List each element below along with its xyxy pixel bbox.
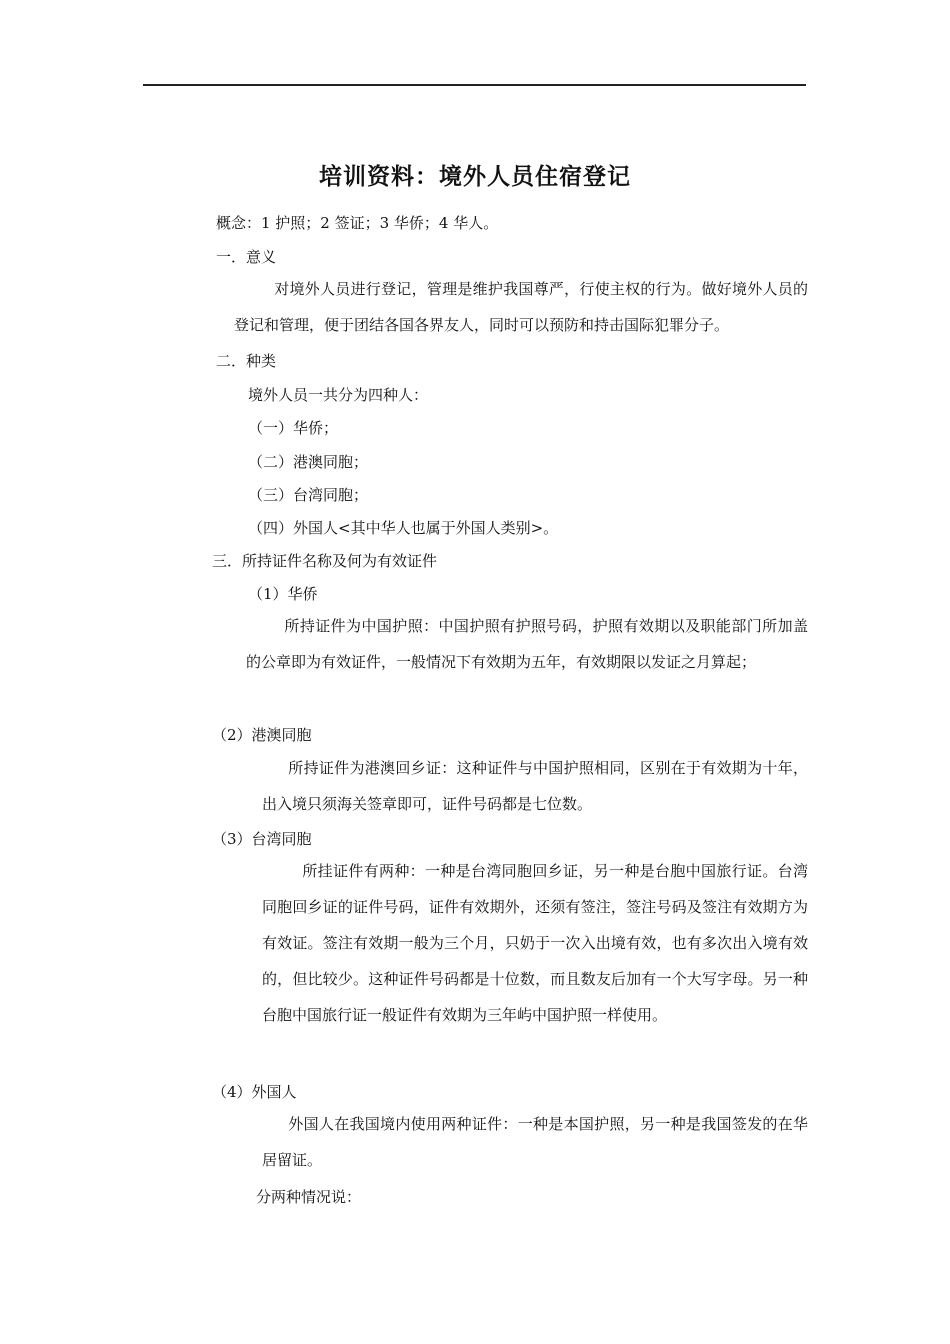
list-item: （三）台湾同胞； [248, 486, 369, 504]
paragraph-foreigners: 外国人在我国境内使用两种证件：一种是本国护照，另一种是我国签发的在华居留证。 [262, 1115, 808, 1169]
sub-heading-taiwan: （3）台湾同胞 [212, 830, 312, 848]
sub-heading-hk-macau: （2）港澳同胞 [212, 726, 312, 744]
list-item: （一）华侨； [248, 419, 339, 437]
list-item: （四）外国人<其中华人也属于外国人类别>。 [248, 519, 559, 537]
section-paragraph-meaning: 对境外人员进行登记，管理是维护我国尊严，行使主权的行为。做好境外人员的登记和管理，便于团结各国各界友人，同时可以预防和持击国际犯罪分子。 [234, 280, 808, 334]
header-rule [143, 84, 806, 86]
paragraph-overseas-chinese: 所持证件为中国护照：中国护照有护照号码，护照有效期以及职能部门所加盖的公章即为有效证件，一般情况下有效期为五年，有效期限以发证之月算起； [246, 617, 808, 671]
foreigners-note: 分两种情况说： [256, 1188, 362, 1206]
paragraph-taiwan: 所挂证件有两种：一种是台湾同胞回乡证，另一种是台胞中国旅行证。台湾同胞回乡证的证件号码，证件有效期外，还须有签注，签注号码及签注有效期方为有效证。签注有效期一般为三个月，只奶于一次入出境有效，也有多次出入境有效的，但比较少。这种证件号码都是十位数，而且数友后加有一个大写字母。另一种台胞中国旅行证一般证件有效期为三年屿中国护照一样使用。 [262, 862, 808, 1024]
section-heading-types: 二．种类 [216, 352, 277, 370]
types-intro: 境外人员一共分为四种人： [248, 386, 429, 404]
concept-line: 概念：1 护照；2 签证；3 华侨；4 华人。 [216, 214, 499, 232]
list-item: （二）港澳同胞； [248, 453, 369, 471]
section-heading-documents: 三．所持证件名称及何为有效证件 [212, 552, 438, 570]
sub-heading-overseas-chinese: （1）华侨 [248, 585, 318, 603]
sub-heading-foreigners: （4）外国人 [212, 1083, 297, 1101]
paragraph-hk-macau: 所持证件为港澳回乡证：这种证件与中国护照相同，区别在于有效期为十年，出入境只须海关签章即可，证件号码都是七位数。 [262, 759, 808, 813]
document-title: 培训资料：境外人员住宿登记 [319, 164, 631, 190]
section-heading-meaning: 一．意义 [216, 248, 277, 266]
